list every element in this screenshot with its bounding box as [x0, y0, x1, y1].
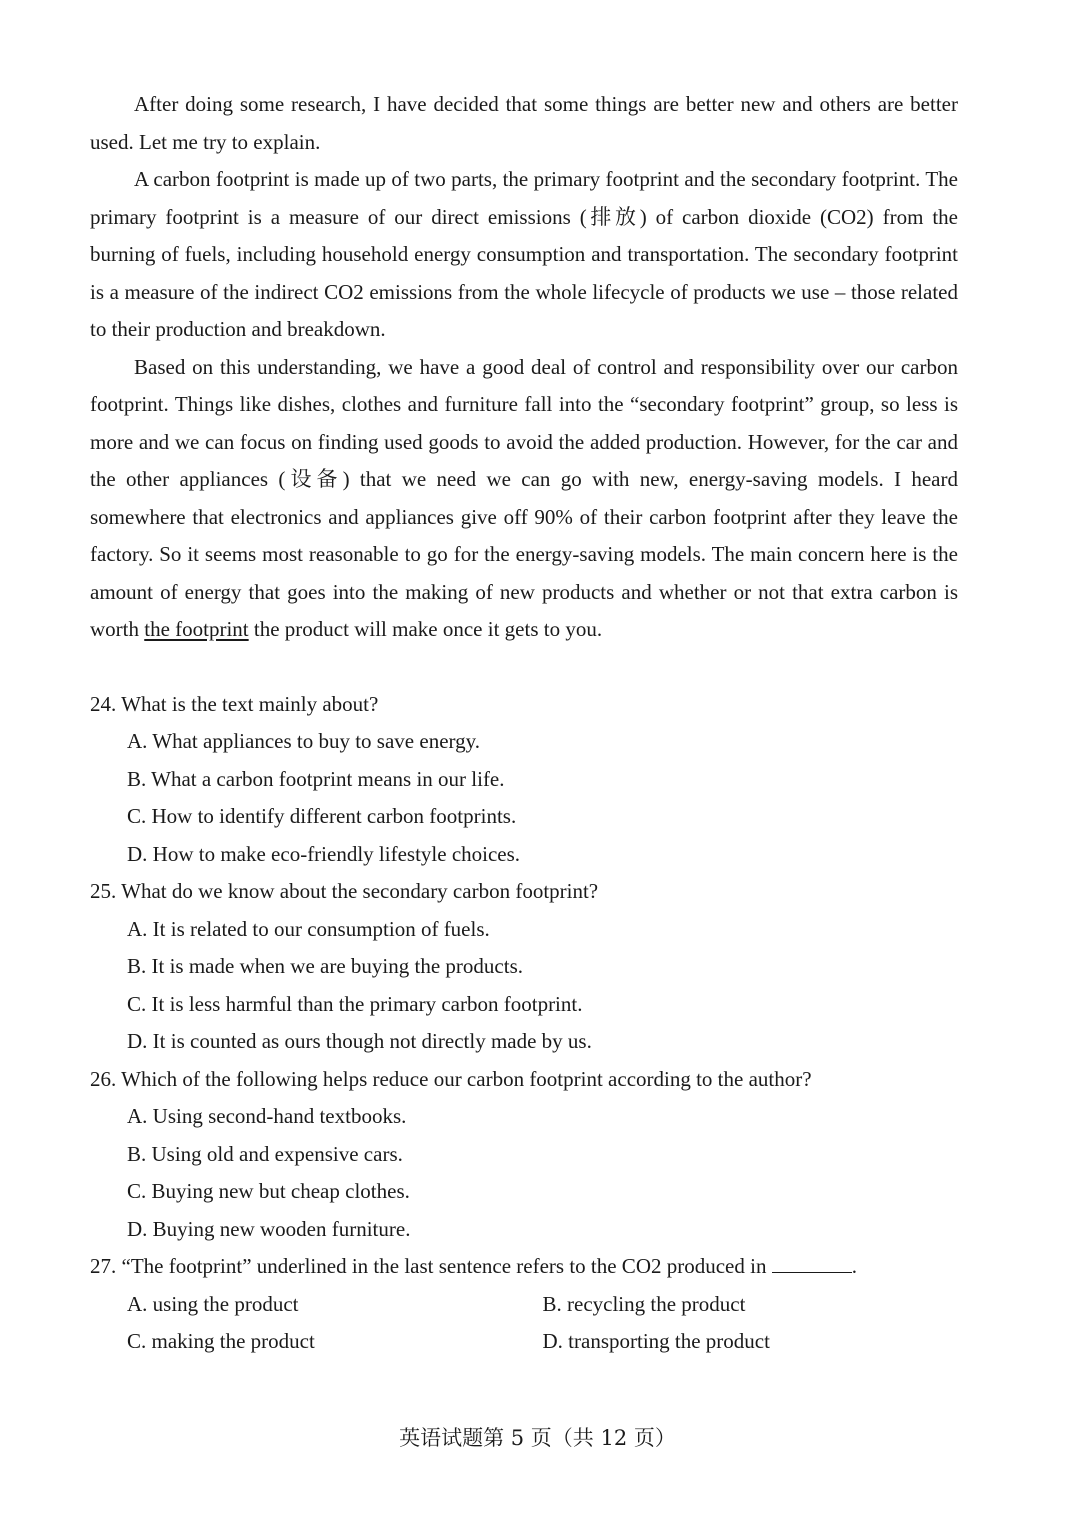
question-stem-period: .: [851, 1254, 857, 1278]
question-stem: 24. What is the text mainly about?: [90, 691, 379, 716]
passage-paragraph-2: A carbon footprint is made up of two parts, the primary footprint and the secondary footprint. The primary footprint is a measure of our direct emissions (排放) of carbon dioxide (CO2) from the burning of fuels, including household energy consumption and transportation. The secondary footprint is a measure of the indirect CO2 emissions from the whole lifecycle of products we use – those related to their production and breakdown.: [90, 167, 958, 341]
option-b: B. recycling the product: [542, 1291, 746, 1316]
question-stem: 26. Which of the following helps reduce our carbon footprint according to the author?: [90, 1066, 812, 1091]
option-c: C. making the product: [127, 1329, 315, 1353]
option-a: A. What appliances to buy to save energy.: [127, 729, 481, 753]
option-a: A. It is related to our consumption of fuels.: [127, 916, 490, 941]
option-d: D. It is counted as ours though not directly made by us.: [127, 1029, 592, 1053]
option-a: A. Using second-hand textbooks.: [127, 1104, 407, 1128]
page-footer: 英语试题第 5 页（共 12 页）: [399, 1426, 676, 1450]
question-24: [90, 686, 958, 874]
option-b: B. What a carbon footprint means in our life.: [127, 766, 505, 791]
question-stem-text: 27. “The footprint” underlined in the last sentence refers to the CO2 produced in: [90, 1254, 767, 1278]
paragraph-3-text: Based on this understanding, we have a good deal of control and responsibility over our carbon footprint. Things like dishes, clothes and furniture fall into the “secondary footprint” group, so less is more and we can focus on finding used goods to avoid the added production. However, for the car and the other appliances (设备) that we need we can go with new, energy-saving models. I heard somewhere that electronics and appliances give off 90% of their carbon footprint after they leave the factory. So it seems most reasonable to go for the energy-saving models. The main concern here is the amount of energy that goes into the making of new products and whether or not that extra carbon is worth: [90, 354, 958, 641]
paragraph-3-text-end: the product will make once it gets to you.: [248, 617, 603, 641]
exam-page: [90, 86, 958, 1361]
option-d: D. How to make eco-friendly lifestyle choices.: [127, 841, 521, 866]
option-d: D. transporting the product: [542, 1329, 770, 1353]
option-c: C. How to identify different carbon footprints.: [127, 804, 517, 828]
option-b: B. It is made when we are buying the products.: [127, 954, 523, 978]
option-b: B. Using old and expensive cars.: [127, 1141, 403, 1166]
option-c: C. Buying new but cheap clothes.: [127, 1179, 410, 1203]
passage-paragraph-1: After doing some research, I have decided that some things are better new and others are better used. Let me try to explain.: [90, 92, 958, 154]
question-list: [90, 686, 958, 1361]
question-27: [90, 1248, 958, 1361]
option-d: D. Buying new wooden furniture.: [127, 1216, 411, 1241]
option-row-1: [90, 1286, 958, 1324]
question-stem: [90, 1248, 958, 1286]
option-a: A. using the product: [127, 1291, 299, 1316]
underlined-the-footprint: the footprint: [144, 617, 249, 641]
passage-paragraph-3: [90, 349, 958, 649]
option-row-2: [90, 1323, 958, 1361]
question-stem: 25. What do we know about the secondary carbon footprint?: [90, 879, 599, 903]
question-26: [90, 1061, 958, 1249]
option-c: C. It is less harmful than the primary carbon footprint.: [127, 991, 583, 1016]
question-25: [90, 873, 958, 1061]
answer-blank: [772, 1252, 852, 1273]
